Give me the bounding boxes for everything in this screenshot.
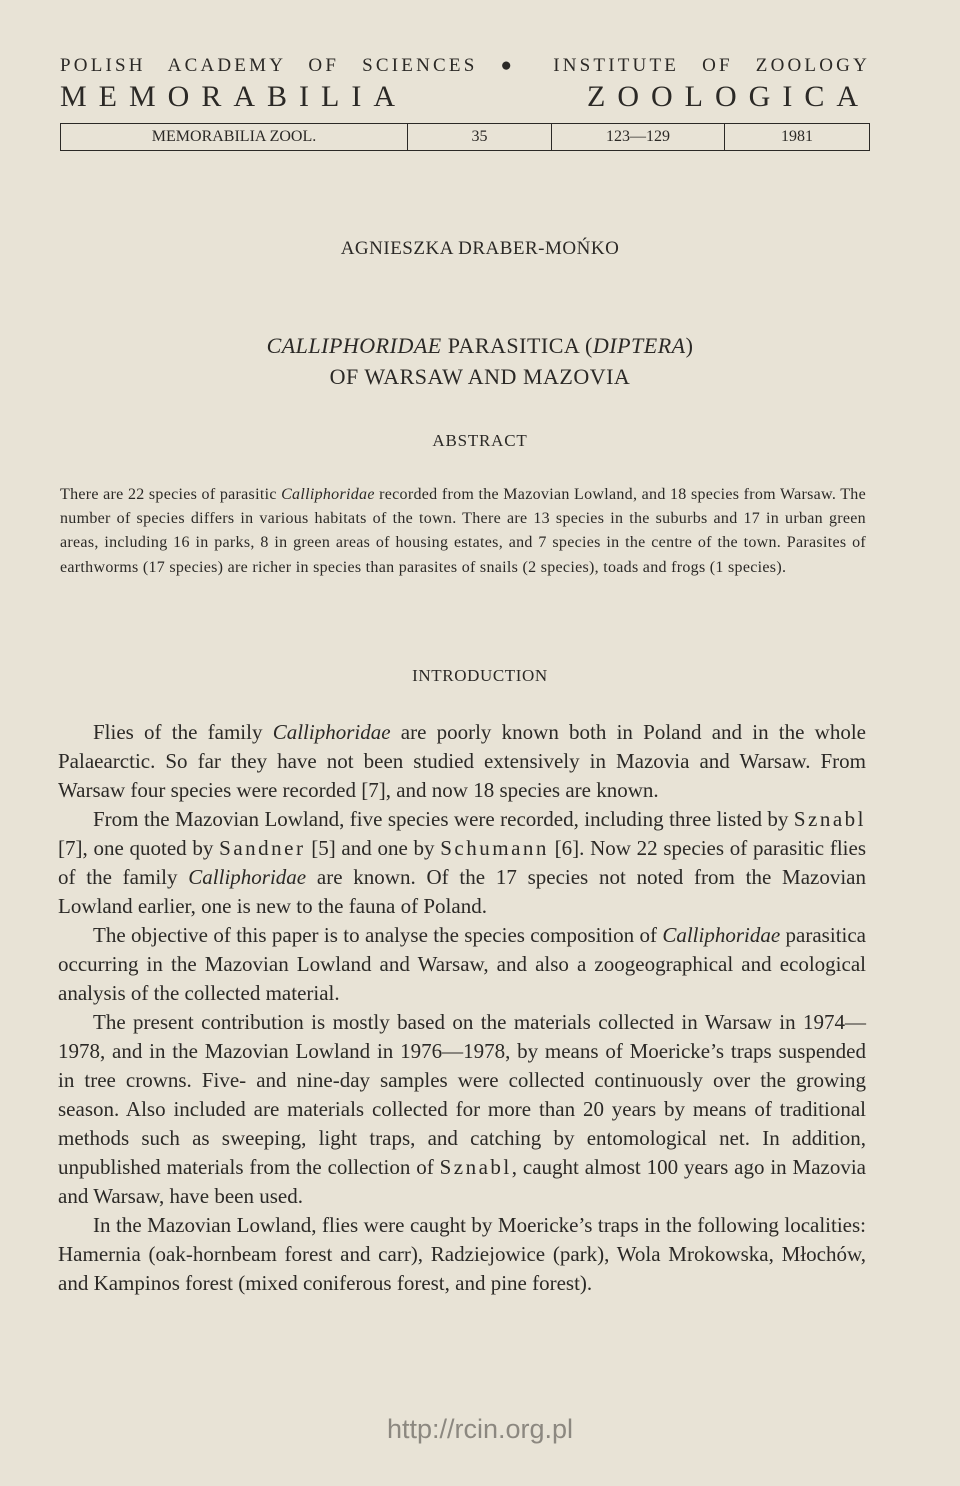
citation-volume: 35 <box>408 124 552 150</box>
introduction-body <box>58 718 866 1298</box>
article-title-line1 <box>0 333 960 359</box>
paragraph-1: Flies of the family Calliphoridae are poorly known both in Poland and in the whole Palaearctic. So far they have not been studied extensively in Mazovia and Warsaw. From Warsaw four species were recorded [7], and now 18 species are known. <box>58 720 866 802</box>
citation-abbrev: MEMORABILIA ZOOL. <box>61 124 408 150</box>
title-plain: PARASITICA ( <box>441 333 593 358</box>
citation-year: 1981 <box>781 128 813 145</box>
title-taxon: CALLIPHORIDAE <box>266 333 442 358</box>
source-url[interactable]: http://rcin.org.pl <box>386 1414 574 1444</box>
citation-box <box>60 123 870 151</box>
title-order: DIPTERA <box>592 333 686 358</box>
paragraph-3: The objective of this paper is to analyse the species composition of Calliphoridae parasitica occurring in the Mazovian Lowland and Warsaw, and also a zoogeographical and ecological analysis of the collected material. <box>58 923 867 1005</box>
paragraph-5: In the Mazovian Lowland, flies were caught by Moericke’s traps in the following localities: Hamernia (oak-hornbeam forest and carr), Radziejowice (park), Wola Mrokowska, Młochów, and Kampinos forest (mixed coniferous forest, and pine forest). <box>58 1213 866 1295</box>
paragraph-2: From the Mazovian Lowland, five species were recorded, including three listed by Sznabl [7], one quoted by Sandner [5] and one by Schumann [6]. Now 22 species of parasitic flies of the family Calliphoridae are known. Of the 17 species not noted from the Mazovian Lowland earlier, one is new to the fauna of Poland. <box>58 807 867 918</box>
introduction-heading: INTRODUCTION <box>412 666 548 685</box>
author-name: AGNIESZKA DRABER-MOŃKO <box>340 238 620 259</box>
abstract-heading: ABSTRACT <box>432 431 528 450</box>
article-title-line2: OF WARSAW AND MAZOVIA <box>329 364 631 389</box>
paragraph-4: The present contribution is mostly based on the materials collected in Warsaw in 1974—1978, and in the Mazovian Lowland in 1976—1978, by means of Moericke’s traps suspended in tree crowns. Five- and nine-day samples were collected continuously over the growing season. Also included are materials collected for more than 20 years by means of traditional methods such as sweeping, light traps, and catching by entomological net. In addition, unpublished materials from the collection of Sznabl, caught almost 100 years ago in Mazovia and Warsaw, have been used. <box>58 1010 866 1208</box>
journal-title: MEMORABILIA ZOOLOGICA <box>60 80 870 113</box>
title-close: ) <box>685 333 694 358</box>
abstract-text: There are 22 species of parasitic Calliphoridae recorded from the Mazovian Lowland, and 18 species from Warsaw. The number of species differs in various habitats of the town. There are 13 species in the suburbs and 17 in urban green areas, including 16 in parks, 8 in green areas of housing estates, and 7 species in the centre of the town. Parasites of earthworms (17 species) are richer in species than parasites of snails (2 species), toads and frogs (1 species). <box>60 486 866 576</box>
citation-pages: 123—129 <box>552 124 725 150</box>
institution-line: POLISH ACADEMY OF SCIENCES ● INSTITUTE OF ZOOLOGY <box>60 55 870 76</box>
